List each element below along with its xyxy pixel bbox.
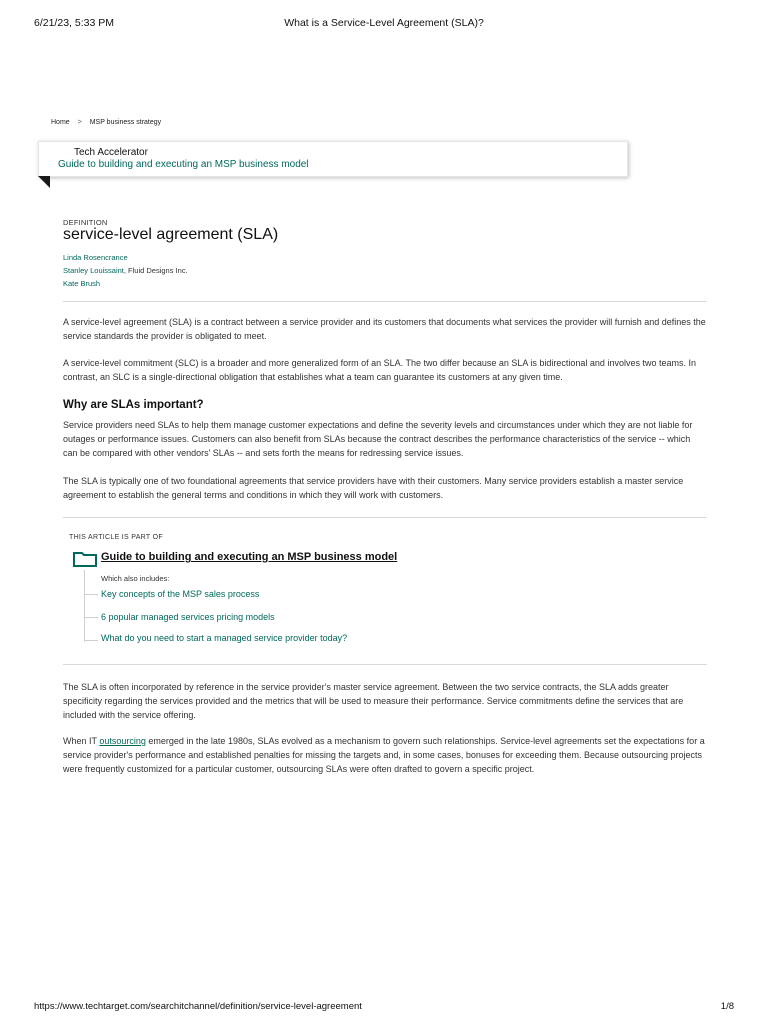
outsourcing-link[interactable]: outsourcing	[99, 736, 146, 746]
tree-branch	[84, 640, 98, 641]
related-link-pricing-models[interactable]: 6 popular managed services pricing models	[101, 612, 275, 622]
author-link-kate-brush[interactable]: Kate Brush	[63, 279, 101, 288]
guide-link[interactable]: Guide to building and executing an MSP business model	[101, 551, 398, 563]
divider	[63, 517, 707, 518]
intro-paragraph: A service-level agreement (SLA) is a contract between a service provider and its customers that documents what services the provider will furnish and defines the service standards the provider is obligated to meet.	[63, 317, 706, 341]
body-paragraph: The SLA is often incorporated by reference in the service provider's master service agreement. Between the two service contracts, the SLA adds greater specificity regarding the services provided and the metrics that will be used to measure their performance. Service commitments define the services that are included with the service offering.	[63, 682, 684, 720]
tree-branch	[84, 617, 98, 618]
paragraph-text: When IT	[63, 736, 100, 746]
page-number: 1/8	[720, 1001, 734, 1012]
section-paragraph: Service providers need SLAs to help them manage customer expectations and define the severity levels and circumstances under which they are not liable for outages or performance issues. Customers can also benefit from SLAs because the contract describes the performance characteristics of the service -- which can be compared with other vendors' SLAs -- and sets forth the means for redressing service issues.	[63, 420, 693, 458]
divider	[63, 301, 707, 302]
author-line	[63, 253, 707, 262]
intro-paragraph: A service-level commitment (SLC) is a broader and more generalized form of an SLA. The two differ because an SLA is bidirectional and involves two teams. In contrast, an SLC is a single-directional obligation that establishes what a team can guarantee its customers at any given time.	[63, 358, 696, 382]
tech-accelerator-label: Tech Accelerator	[74, 147, 148, 158]
folder-icon	[73, 551, 97, 567]
divider	[63, 664, 707, 665]
author-line	[63, 266, 707, 275]
print-document-title: What is a Service-Level Agreement (SLA)?	[284, 17, 484, 29]
tree-branch	[84, 594, 98, 595]
includes-label: Which also includes:	[101, 574, 170, 583]
print-header	[34, 17, 734, 31]
related-link-msp-sales-process[interactable]: Key concepts of the MSP sales process	[101, 589, 260, 599]
paragraph-text: emerged in the late 1980s, SLAs evolved as a mechanism to govern such relationships. Service-level agreements set the expectations for a service provider's performance and established penalties for missing the targets and, in some cases, bonuses for exceeding them. Because outsourcing projects were frequently customized for a particular customer, outsourcing SLAs were often drafted to govern a specific project.	[63, 736, 705, 774]
section-heading: Why are SLAs important?	[63, 399, 204, 411]
tech-accelerator-link[interactable]: Guide to building and executing an MSP business model	[58, 159, 309, 170]
tech-accelerator-fold-corner	[38, 176, 50, 188]
breadcrumb-home[interactable]: Home	[51, 119, 70, 126]
article-kicker: DEFINITION	[63, 218, 108, 227]
print-datetime: 6/21/23, 5:33 PM	[34, 17, 114, 29]
tree-connector	[84, 570, 85, 642]
author-line	[63, 279, 707, 288]
body-paragraph	[63, 734, 707, 776]
section-paragraph: The SLA is typically one of two foundational agreements that service providers have with their customers. Many service providers establish a master service agreement to establish the general terms and conditions in which they will work with customers.	[63, 476, 684, 500]
part-of-label: THIS ARTICLE IS PART OF	[69, 534, 163, 541]
breadcrumb-msp-business-strategy[interactable]: MSP business strategy	[89, 119, 162, 126]
breadcrumb-separator: >	[77, 119, 82, 126]
author-link-stanley-louissaint[interactable]: Stanley Louissaint	[63, 266, 124, 275]
tech-accelerator-box	[38, 141, 628, 177]
breadcrumb	[51, 119, 161, 126]
print-url: https://www.techtarget.com/searchitchannel/definition/service-level-agreement	[34, 1001, 362, 1012]
page-title: service-level agreement (SLA)	[63, 226, 279, 243]
author-organization: , Fluid Designs Inc.	[123, 266, 188, 275]
related-link-start-msp[interactable]: What do you need to start a managed service provider today?	[101, 633, 348, 643]
author-link-linda-rosencrance[interactable]: Linda Rosencrance	[63, 253, 128, 262]
